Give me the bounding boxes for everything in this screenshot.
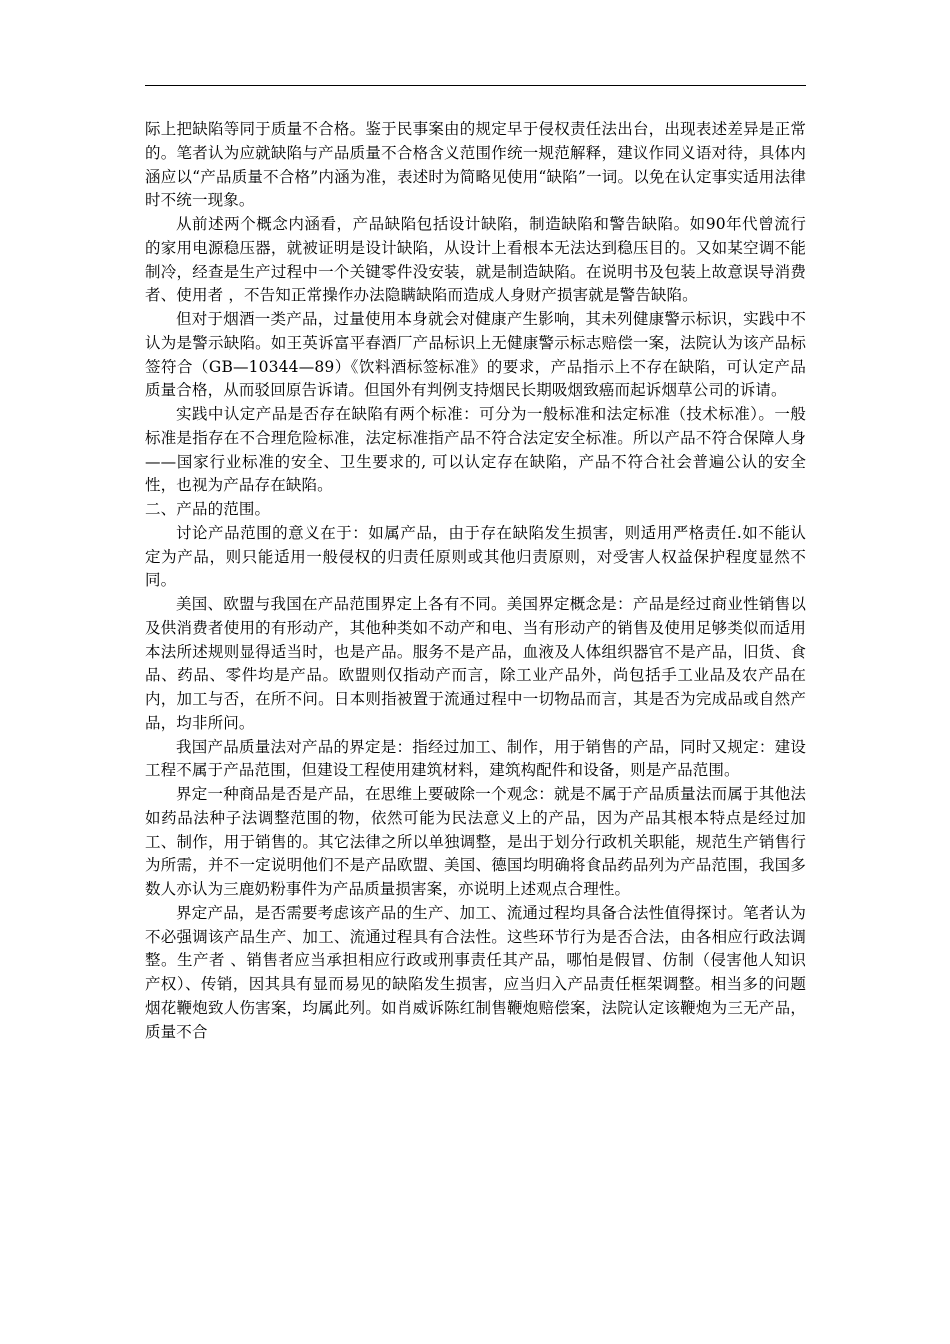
body-text	[145, 118, 806, 1044]
paragraph-9: 界定产品，是否需要考虑该产品的生产、加工、流通过程均具备合法性值得探讨。笔者认为不必强调该产品生产、加工、流通过程具有合法性。这些环节行为是否合法，由各相应行政法调整。生产者 、销售者应当承担相应行政或刑事责任其产品，哪怕是假冒、仿制（侵害他人知识产权）、传销，因其具有显而易见的缺陷发生损害，应当归入产品责任框架调整。相当多的问题烟花鞭炮致人伤害案，均属此列。如肖威诉陈红制售鞭炮赔偿案，法院认定该鞭炮为三无产品，质量不合	[145, 903, 806, 1041]
paragraph-4: 实践中认定产品是否存在缺陷有两个标准：可分为一般标准和法定标准（技术标准）。一般标准是指存在不合理危险标准，法定标准指产品不符合法定安全标准。所以产品不符合保障人身——国家行业标准的安全、卫生要求的, 可以认定存在缺陷，产品不符合社会普遍公认的安全性，也视为产品存在缺陷。	[145, 405, 806, 495]
paragraph-2: 从前述两个概念内涵看，产品缺陷包括设计缺陷，制造缺陷和警告缺陷。如90年代曾流行的家用电源稳压器，就被证明是设计缺陷，从设计上看根本无法达到稳压目的。又如某空调不能制冷，经查是生产过程中一个关键零件没安装，就是制造缺陷。在说明书及包装上故意误导消费者、使用者 ，不告知正常操作办法隐瞒缺陷而造成人身财产损害就是警告缺陷。	[145, 215, 806, 305]
paragraph-8: 界定一种商品是否是产品，在思维上要破除一个观念：就是不属于产品质量法而属于其他法如药品法种子法调整范围的物，依然可能为民法意义上的产品，因为产品其根本特点是经过加工、制作，用于销售的。其它法律之所以单独调整，是出于划分行政机关职能，规范生产销售行为所需，并不一定说明他们不是产品欧盟、美国、德国均明确将食品药品列为产品范围，我国多数人亦认为三鹿奶粉事件为产品质量损害案，亦说明上述观点合理性。	[145, 785, 806, 898]
section-heading: 二、产品的范围。	[145, 500, 271, 518]
paragraph-5: 讨论产品范围的意义在于：如属产品，由于存在缺陷发生损害，则适用严格责任.如不能认定为产品，则只能适用一般侵权的归责任原则或其他归责原则，对受害人权益保护程度显然不同。	[145, 523, 806, 590]
paragraph-3: 但对于烟酒一类产品，过量使用本身就会对健康产生影响，其未列健康警示标识，实践中不认为是警示缺陷。如王英诉富平春酒厂产品标识上无健康警示标志赔偿一案，法院认为该产品标签符合（GB—10344—89）《饮料酒标签标准》的要求，产品指示上不存在缺陷，可认定产品质量合格，从而驳回原告诉请。但国外有判例支持烟民长期吸烟致癌而起诉烟草公司的诉请。	[145, 310, 806, 400]
header-rule	[145, 85, 806, 86]
paragraph-1: 际上把缺陷等同于质量不合格。鉴于民事案由的规定早于侵权责任法出台，出现表述差异是正常的。笔者认为应就缺陷与产品质量不合格含义范围作统一规范解释，建议作同义语对待，具体内涵应以“产品质量不合格”内涵为准，表述时为简略见使用“缺陷”一词。以免在认定事实适用法律时不统一现象。	[145, 120, 806, 210]
paragraph-7: 我国产品质量法对产品的界定是：指经过加工、制作，用于销售的产品，同时又规定：建设工程不属于产品范围，但建设工程使用建筑材料，建筑构配件和设备，则是产品范围。	[145, 737, 806, 780]
paragraph-6: 美国、欧盟与我国在产品范围界定上各有不同。美国界定概念是：产品是经过商业性销售以及供消费者使用的有形动产，其他种类如不动产和电、当有形动产的销售及使用足够类似而适用本法所述规则显得适当时，也是产品。服务不是产品，血液及人体组织器官不是产品，旧货、食品、药品、零件均是产品。欧盟则仅指动产而言，除工业产品外，尚包括手工业品及农产品在内，加工与否，在所不问。日本则指被置于流通过程中一切物品而言，其是否为完成品或自然产品，均非所问。	[145, 595, 806, 732]
